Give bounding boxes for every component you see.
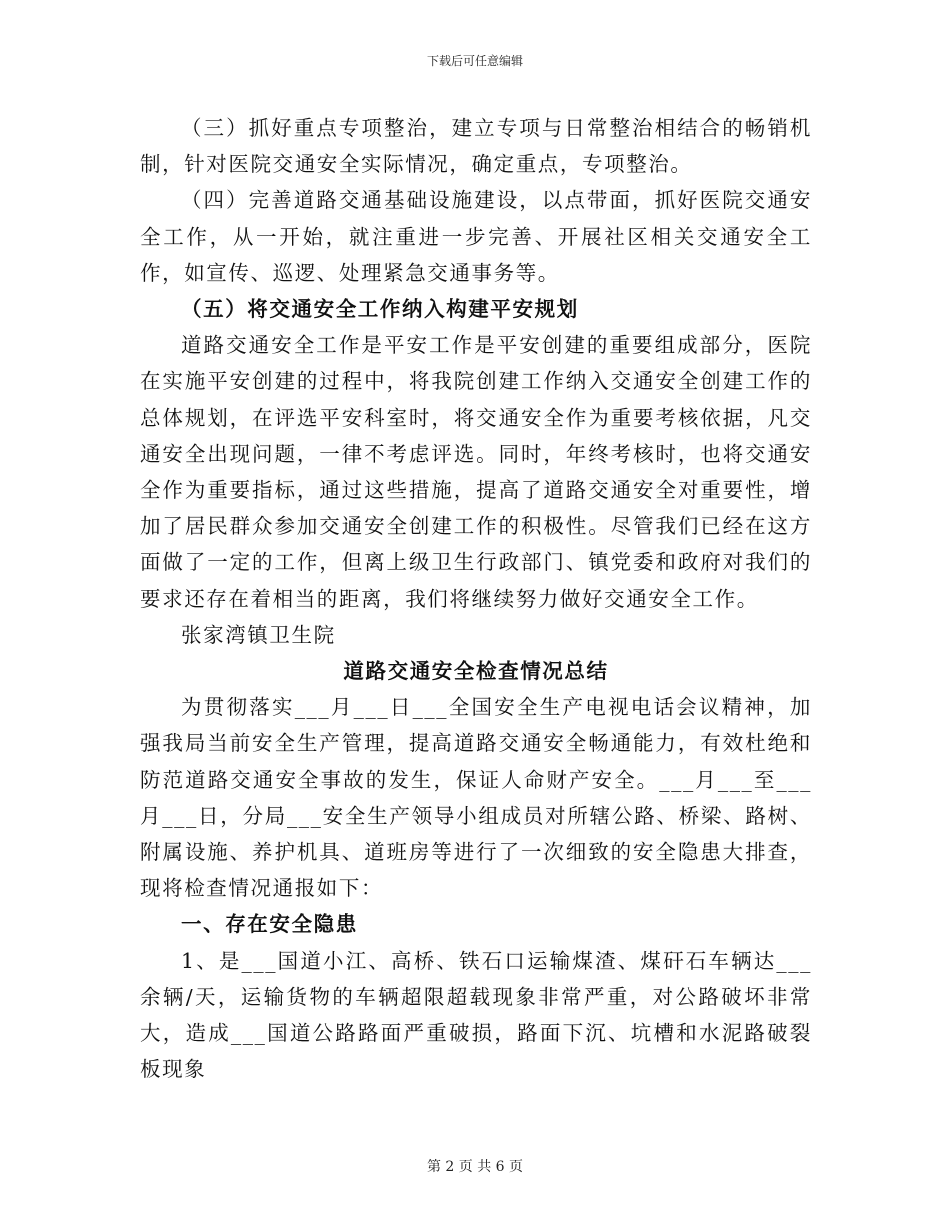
page-header: 下载后可任意编辑 (426, 54, 523, 68)
paragraph-section-three: （三）抓好重点专项整治，建立专项与日常整治相结合的畅销机制，针对医院交通安全实际情况，确定重点，专项整治。 (140, 116, 812, 177)
document-body (140, 110, 812, 1087)
document-title: 道路交通安全检查情况总结 (343, 659, 609, 684)
paragraph-section-four: （四）完善道路交通基础设施建设，以点带面，抓好医院交通安全工作，从一开始，就注重进一步完善、开展社区相关交通安全工作，如宣传、巡逻、处理紧急交通事务等。 (140, 188, 812, 285)
signature-hospital: 张家湾镇卫生院 (181, 622, 336, 647)
paragraph-hazard-one: 1、是___国道小江、高桥、铁石口运输煤渣、煤矸石车辆达___余辆/天，运输货物的车辆超限超载现象非常严重，对公路破坏非常大，造成___国道公路路面严重破损，路面下沉、坑槽和水泥路破裂板现象 (140, 948, 812, 1082)
paragraph-safety-planning: 道路交通安全工作是平安工作是平安创建的重要组成部分，医院在实施平安创建的过程中，将我院创建工作纳入交通安全创建工作的总体规划，在评选平安科室时，将交通安全作为重要考核依据，凡交通安全出现问题，一律不考虑评选。同时，年终考核时，也将交通安全作为重要指标，通过这些措施，提高了道路交通安全对重要性，增加了居民群众参加交通安全创建工作的积极性。尽管我们已经在这方面做了一定的工作，但离上级卫生行政部门、镇党委和政府对我们的要求还存在着相当的距离，我们将继续努力做好交通安全工作。 (140, 333, 812, 611)
paragraph-introduction: 为贯彻落实___月___日___全国安全生产电视电话会议精神，加强我局当前安全生产管理，提高道路交通安全畅通能力，有效杜绝和防范道路交通安全事故的发生，保证人命财产安全。___月___至___月___日，分局___安全生产领导小组成员对所辖公路、桥梁、路树、附属设施、养护机具、道班房等进行了一次细致的安全隐患大排查，现将检查情况通报如下： (140, 695, 812, 901)
subheading-hazards: 一、存在安全隐患 (181, 912, 358, 937)
page-footer: 第 2 页 共 6 页 (426, 1159, 524, 1175)
subheading-section-five: （五）将交通安全工作纳入构建平安规划 (181, 297, 579, 322)
